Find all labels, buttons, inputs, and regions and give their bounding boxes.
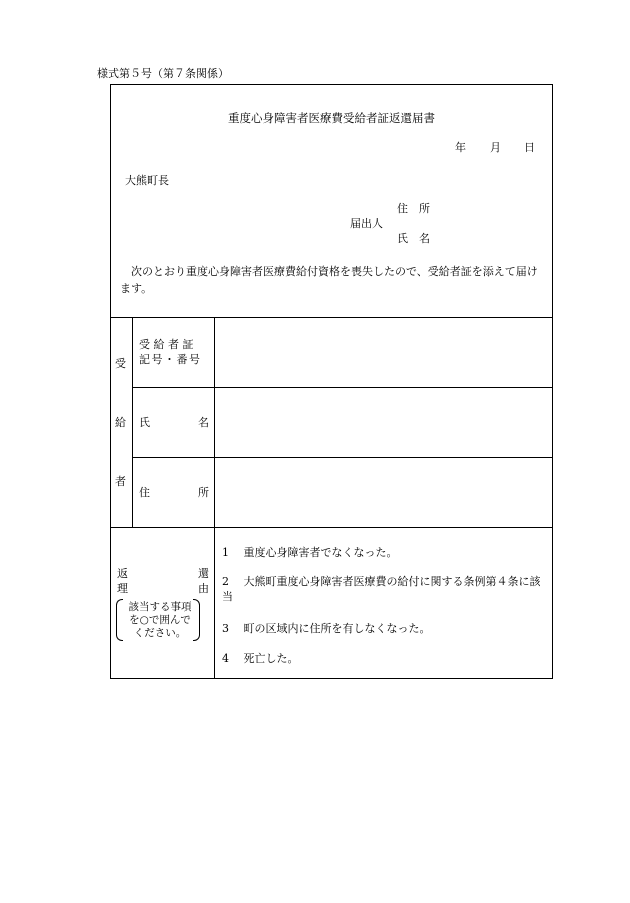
- statement-text: 次のとおり重度心身障害者医療費給付資格を喪失したので、受給者証を添えて届けます。: [120, 265, 538, 295]
- reason-label-char-3: 理: [117, 582, 128, 595]
- applicant-name-label: 氏 名: [397, 232, 430, 245]
- reason-label-char-4: 由: [198, 582, 209, 595]
- divider-recipient: [110, 527, 553, 528]
- cert-number-field[interactable]: [216, 319, 551, 385]
- name-label-first: 氏: [139, 416, 150, 429]
- recipient-side-char-2: 給: [115, 416, 126, 429]
- date-month-label: 月: [490, 141, 501, 154]
- address-field[interactable]: [216, 459, 551, 525]
- divider-label-column: [214, 317, 215, 679]
- divider-side-column: [132, 317, 133, 527]
- recipient-side-char-3: 者: [115, 475, 126, 488]
- addressee: 大熊町長: [125, 174, 169, 187]
- applicant-role-label: 届出人: [350, 217, 383, 230]
- reason-item-4[interactable]: 4 死亡した。: [222, 652, 299, 665]
- form-number-label: 様式第５号（第７条関係）: [97, 67, 229, 80]
- recipient-side-char-1: 受: [115, 357, 126, 370]
- reason-note-text: 該当する事項を○で囲んでください。: [128, 601, 192, 639]
- form-title: 重度心身障害者医療費受給者証返還届書: [228, 111, 435, 125]
- divider-header: [110, 317, 553, 318]
- name-label-second: 名: [198, 416, 209, 429]
- reason-item-2[interactable]: 2 大熊町重度心身障害者医療費の給付に関する条例第４条に該当: [222, 575, 541, 603]
- reason-note-bracket: [116, 599, 200, 639]
- cert-label-line1: 受 給 者 証: [139, 338, 194, 351]
- cert-label-line2: 記号・番号: [139, 353, 202, 366]
- date-year-label: 年: [455, 141, 466, 154]
- applicant-address-label: 住 所: [397, 202, 430, 215]
- name-field[interactable]: [216, 389, 551, 455]
- divider-cert-row: [133, 387, 553, 388]
- reason-item-3[interactable]: 3 町の区域内に住所を有しなくなった。: [222, 622, 431, 635]
- date-day-label: 日: [524, 141, 535, 154]
- reason-item-1[interactable]: 1 重度心身障害者でなくなった。: [222, 546, 398, 559]
- address-label-first: 住: [139, 486, 150, 499]
- reason-label-char-1: 返: [117, 567, 128, 580]
- reason-label-char-2: 還: [198, 567, 209, 580]
- divider-name-row: [133, 457, 553, 458]
- address-label-second: 所: [198, 486, 209, 499]
